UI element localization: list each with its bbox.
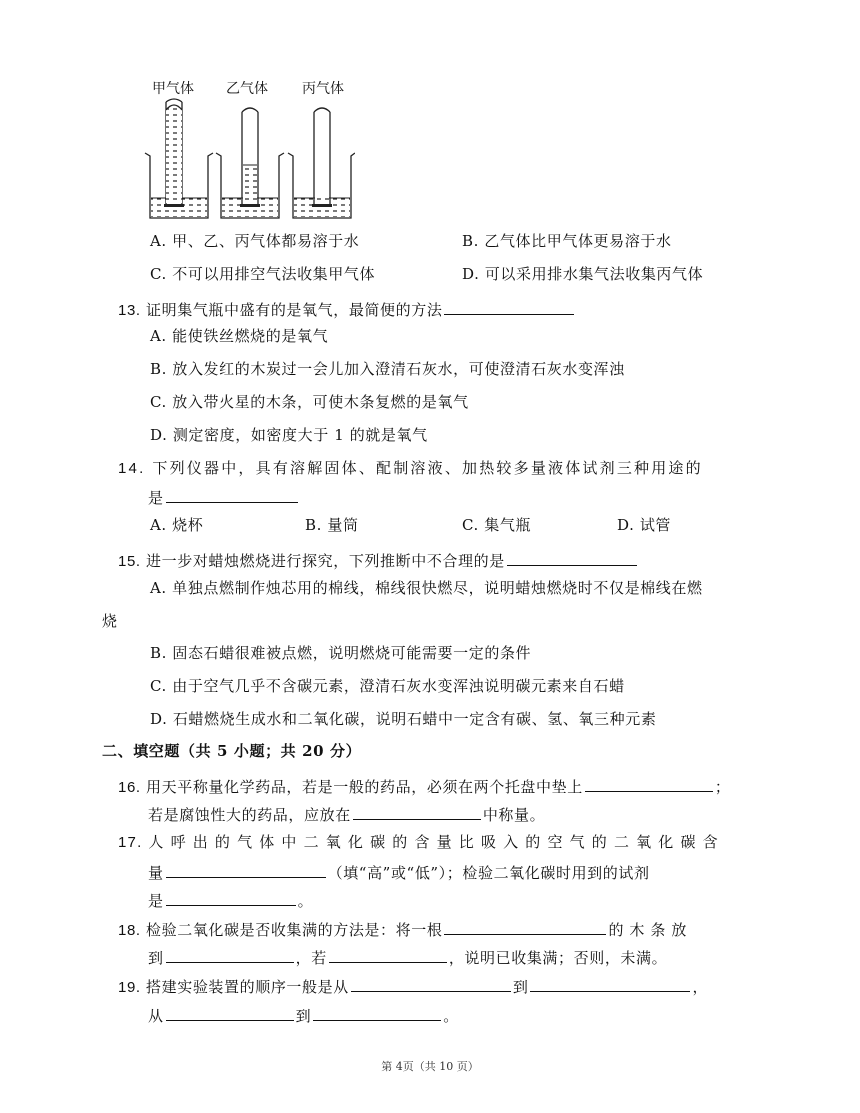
answer-blank[interactable]	[351, 975, 511, 992]
question-15-stem	[118, 549, 639, 572]
answer-blank[interactable]	[166, 861, 326, 878]
answer-blank[interactable]	[166, 1004, 294, 1021]
answer-blank[interactable]	[530, 975, 690, 992]
answer-blank[interactable]	[166, 486, 298, 503]
question-19-line2	[148, 1004, 459, 1026]
question-stem: 人 呼 出 的 气 体 中 二 氧 化 碳 的 含 量 比 吸 入 的 空 气 的 二 氧 化 碳 含	[148, 833, 719, 851]
question-number: 17.	[118, 834, 143, 851]
question-stem-cont: 到	[295, 1007, 312, 1025]
question-stem-cont: 是	[148, 892, 164, 910]
question-19-line1	[118, 975, 708, 998]
test-tube-beakers-drawing	[140, 70, 355, 225]
question-stem-end: 中称量。	[482, 806, 546, 824]
question-stem: 检验二氧化碳是否收集满的方法是：将一根	[146, 921, 443, 939]
figure-label-yi: 乙气体	[226, 81, 268, 97]
q14-option-a: A. 烧杯	[150, 516, 204, 534]
q12-option-d: D. 可以采用排水集气法收集丙气体	[462, 265, 704, 283]
answer-blank[interactable]	[353, 803, 481, 820]
question-number: 14.	[118, 460, 146, 477]
beaker-bing	[288, 108, 355, 218]
punct: 。	[443, 1007, 459, 1025]
answer-blank[interactable]	[507, 549, 637, 566]
q15-option-a-cont: 烧	[102, 612, 118, 630]
section-heading: 二、填空题（共 5 小题；共 20 分）	[102, 742, 362, 760]
q13-option-c: C. 放入带火星的木条，可使木条复燃的是氧气	[150, 393, 469, 411]
question-14-stem	[118, 458, 703, 479]
q15-option-c: C. 由于空气几乎不含碳元素，澄清石灰水变浑浊说明碳元素来自石蜡	[150, 677, 625, 695]
page-footer: 第 4页（共 10 页）	[381, 1060, 479, 1073]
figure-label-jia: 甲气体	[152, 81, 194, 97]
q13-option-a: A. 能使铁丝燃烧的是氧气	[150, 327, 329, 345]
question-stem: 搭建实验装置的顺序一般是从	[146, 978, 349, 996]
answer-blank[interactable]	[444, 918, 606, 935]
question-stem-cont: （填“高”或“低”）；检验二氧化碳时用到的试剂	[327, 864, 650, 882]
q13-option-d: D. 测定密度，如密度大于 1 的就是氧气	[150, 426, 428, 444]
question-number: 19.	[118, 979, 141, 996]
beaker-yi	[216, 108, 284, 218]
q14-option-b: B. 量筒	[305, 516, 359, 534]
question-stem-cont: ，说明已收集满；否则，未满。	[448, 949, 668, 967]
q14-option-d: D. 试管	[617, 516, 672, 534]
beaker-jia	[145, 99, 213, 218]
question-stem-cont: 的 木 条 放	[608, 921, 687, 939]
q12-option-a: A. 甲、乙、丙气体都易溶于水	[150, 232, 360, 250]
question-16-line2	[148, 803, 545, 825]
question-stem-cont: ，若	[295, 949, 327, 967]
question-stem-cont: 从	[148, 1007, 164, 1025]
question-17-line3	[148, 889, 313, 911]
gas-solubility-figure	[140, 70, 355, 225]
punct: ；	[714, 778, 731, 796]
q15-option-b: B. 固态石蜡很难被点燃，说明燃烧可能需要一定的条件	[150, 644, 532, 662]
question-18-line2	[148, 946, 667, 968]
question-stem: 进一步对蜡烛燃烧进行探究，下列推断中不合理的是	[146, 552, 505, 570]
question-14-stem-cont	[148, 486, 300, 508]
question-number: 18.	[118, 922, 141, 939]
question-stem-cont: 若是腐蚀性大的药品，应放在	[148, 806, 351, 824]
answer-blank[interactable]	[444, 298, 574, 315]
q14-option-c: C. 集气瓶	[462, 516, 532, 534]
answer-blank[interactable]	[329, 946, 447, 963]
question-number: 16.	[118, 779, 141, 796]
question-stem: 用天平称量化学药品，若是一般的药品，必须在两个托盘中垫上	[146, 778, 583, 796]
q13-option-b: B. 放入发红的木炭过一会儿加入澄清石灰水，可使澄清石灰水变浑浊	[150, 360, 625, 378]
question-17-line2	[148, 861, 650, 883]
question-number: 15.	[118, 553, 141, 570]
punct: ，	[692, 978, 709, 996]
question-stem: 下列仪器中，具有溶解固体、配制溶液、加热较多量液体试剂三种用途的	[152, 459, 703, 477]
punct: 。	[297, 892, 314, 910]
question-number: 13.	[118, 302, 141, 319]
answer-blank[interactable]	[313, 1004, 441, 1021]
question-13-stem	[118, 298, 576, 321]
answer-blank[interactable]	[166, 889, 296, 906]
question-stem: 证明集气瓶中盛有的是氧气，最简便的方法	[146, 301, 443, 319]
q15-option-d: D. 石蜡燃烧生成水和二氧化碳，说明石蜡中一定含有碳、氢、氧三种元素	[150, 710, 657, 728]
question-stem-cont: 到	[512, 978, 529, 996]
question-18-line1	[118, 918, 687, 941]
question-16-line1	[118, 775, 730, 798]
question-stem-cont: 到	[148, 949, 164, 967]
answer-blank[interactable]	[585, 775, 713, 792]
q12-option-c: C. 不可以用排空气法收集甲气体	[150, 265, 376, 283]
q15-option-a: A. 单独点燃制作烛芯用的棉线，棉线很快燃尽，说明蜡烛燃烧时不仅是棉线在燃	[150, 579, 703, 597]
question-stem-cont: 是	[148, 489, 164, 507]
answer-blank[interactable]	[166, 946, 294, 963]
figure-label-bing: 丙气体	[302, 81, 344, 97]
question-17-line1	[118, 832, 719, 853]
q12-option-b: B. 乙气体比甲气体更易溶于水	[462, 232, 672, 250]
question-stem-cont: 量	[148, 864, 164, 882]
